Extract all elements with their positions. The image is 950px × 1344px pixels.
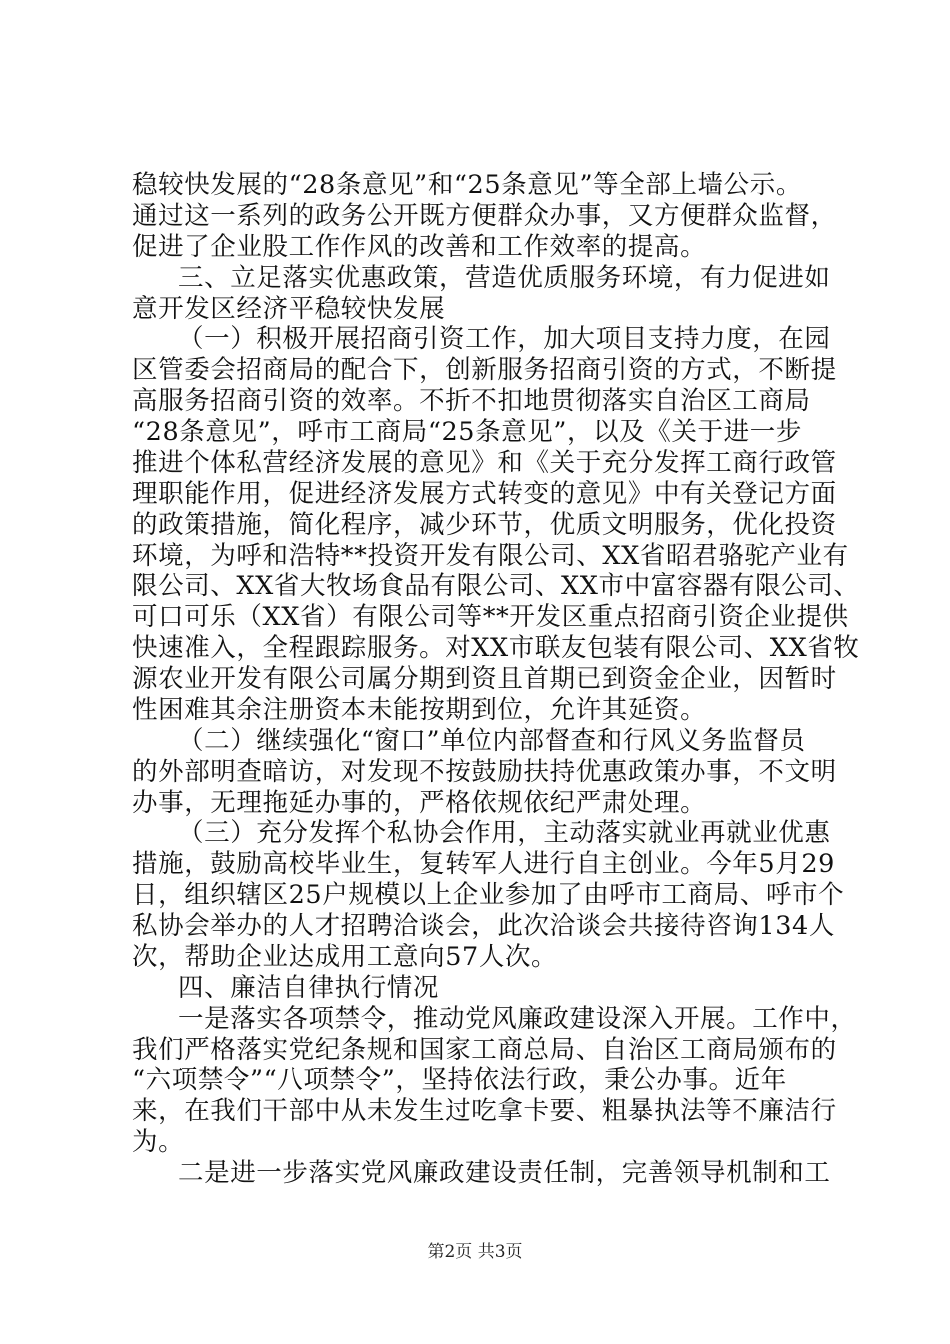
text-line: 二是进一步落实党风廉政建设责任制，完善领导机制和工 [178,1158,831,1188]
text-line: 源农业开发有限公司属分期到资且首期已到资金企业，因暂时 [132,664,837,694]
text-line: 限公司、XX省大牧场食品有限公司、XX市中富容器有限公司、 [132,571,860,601]
text-line: “28条意见”，呼市工商局“25条意见”，以及《关于进一步 [132,417,802,447]
text-line: “六项禁令”“八项禁令”，坚持依法行政，秉公办事。近年 [132,1065,787,1095]
text-line: 四、廉洁自律执行情况 [178,973,440,1003]
text-line: （二）继续强化“窗口”单位内部督查和行风义务监督员 [178,726,806,756]
text-line: 理职能作用，促进经济发展方式转变的意见》中有关登记方面 [132,479,837,509]
text-line: 日，组织辖区25户规模以上企业参加了由呼市工商局、呼市个 [132,880,845,910]
text-line: 办事，无理拖延办事的，严格依规依纪严肃处理。 [132,788,707,818]
text-line: 性困难其余注册资本未能按期到位，允许其延资。 [132,695,707,725]
text-line: 为。 [132,1127,185,1157]
text-line: 私协会举办的人才招聘洽谈会，此次洽谈会共接待咨询134人 [132,911,835,941]
page-footer: 第2页 共3页 [427,1242,523,1262]
text-line: 意开发区经济平稳较快发展 [132,294,446,324]
text-line: 高服务招商引资的效率。不折不扣地贯彻落实自治区工商局 [132,386,811,416]
text-line: 的外部明查暗访，对发现不按鼓励扶持优惠政策办事，不文明 [132,757,837,787]
text-line: 我们严格落实党纪条规和国家工商总局、自治区工商局颁布的 [132,1035,837,1065]
text-line: （三）充分发挥个私协会作用，主动落实就业再就业优惠 [178,818,831,848]
text-line: 通过这一系列的政务公开既方便群众办事，又方便群众监督， [132,201,837,231]
text-line: 环境，为呼和浩特**投资开发有限公司、XX省昭君骆驼产业有 [132,541,849,571]
text-line: 次，帮助企业达成用工意向57人次。 [132,942,558,972]
text-line: 促进了企业股工作作风的改善和工作效率的提高。 [132,232,707,262]
text-line: 一是落实各项禁令，推动党风廉政建设深入开展。工作中， [178,1004,857,1034]
text-line: 快速准入，全程跟踪服务。对XX市联友包装有限公司、XX省牧 [132,633,860,663]
text-line: 措施，鼓励高校毕业生，复转军人进行自主创业。今年5月29 [132,849,835,879]
text-line: 来，在我们干部中从未发生过吃拿卡要、粗暴执法等不廉洁行 [132,1096,837,1126]
text-line: 稳较快发展的“28条意见”和“25条意见”等全部上墙公示。 [132,170,802,200]
text-line: （一）积极开展招商引资工作，加大项目支持力度，在园 [178,324,831,354]
text-line: 可口可乐（XX省）有限公司等**开发区重点招商引资企业提供 [132,602,849,632]
text-line: 三、立足落实优惠政策，营造优质服务环境，有力促进如 [178,263,831,293]
text-line: 的政策措施，简化程序，减少环节，优质文明服务，优化投资 [132,510,837,540]
text-line: 区管委会招商局的配合下，创新服务招商引资的方式，不断提 [132,355,837,385]
text-line: 推进个体私营经济发展的意见》和《关于充分发挥工商行政管 [132,448,837,478]
